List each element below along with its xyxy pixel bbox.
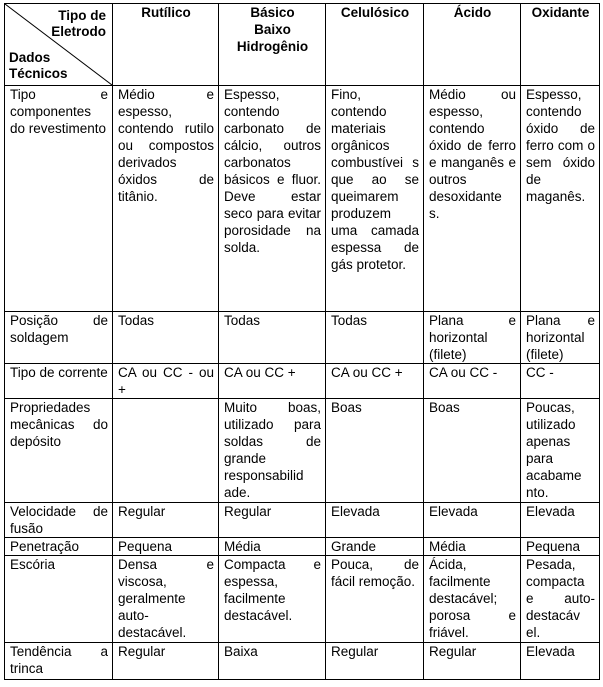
row-header: Tendência a trinca xyxy=(5,643,113,680)
electrode-table-container xyxy=(4,3,600,680)
table-cell: Todas xyxy=(219,312,326,364)
table-row-revestimento xyxy=(5,86,600,312)
column-header-line: Rutílico xyxy=(141,5,191,20)
column-header-rutilico xyxy=(113,4,219,86)
table-cell: Elevada xyxy=(521,643,600,680)
table-cell: Elevada xyxy=(424,503,521,538)
table-cell: Todas xyxy=(113,312,219,364)
table-cell: Regular xyxy=(113,643,219,680)
table-cell: Médio ou espesso, contendo óxido de ferro e manganês e outros desoxidante s. xyxy=(424,86,521,312)
row-header: Posição de soldagem xyxy=(5,312,113,364)
table-row-penetracao xyxy=(5,538,600,556)
column-header-celulosico xyxy=(326,4,424,86)
table-cell: Elevada xyxy=(326,503,424,538)
corner-bottom-label xyxy=(9,50,68,82)
column-header-oxidante xyxy=(521,4,600,86)
table-row-propriedades xyxy=(5,399,600,503)
table-row-velocidade xyxy=(5,503,600,538)
column-header-line: Celulósico xyxy=(340,5,410,20)
table-cell: CA ou CC + xyxy=(219,364,326,399)
table-cell: Grande xyxy=(326,538,424,556)
table-cell: Plana e horizontal (filete) xyxy=(521,312,600,364)
table-cell: Poucas, utilizado apenas para acabame nto. xyxy=(521,399,600,503)
column-header-line: Hidrogênio xyxy=(236,39,309,54)
table-cell: Pequena xyxy=(113,538,219,556)
corner-bottom-line: Técnicos xyxy=(9,66,68,81)
table-cell: Espesso, contendo óxido de ferro com o sem óxido de maganês. xyxy=(521,86,600,312)
table-cell: Regular xyxy=(219,503,326,538)
row-header: Escória xyxy=(5,556,113,643)
table-cell xyxy=(113,399,219,503)
table-cell: CA ou CC + xyxy=(326,364,424,399)
table-cell: Muito boas, utilizado para soldas de grande responsabilid ade. xyxy=(219,399,326,503)
table-cell: Ácida, facilmente destacável; porosa e friável. xyxy=(424,556,521,643)
column-header-line: Ácido xyxy=(453,5,492,20)
table-cell: Densa e viscosa, geralmente auto-destacável. xyxy=(113,556,219,643)
header-row xyxy=(5,4,600,86)
electrode-comparison-table xyxy=(4,3,600,680)
table-cell: Regular xyxy=(326,643,424,680)
column-header-line: Básico xyxy=(250,5,295,20)
corner-header-cell xyxy=(5,4,113,86)
table-cell: Elevada xyxy=(521,503,600,538)
table-cell: Regular xyxy=(424,643,521,680)
table-cell: Pouca, de fácil remoção. xyxy=(326,556,424,643)
table-cell: Boas xyxy=(326,399,424,503)
corner-top-label xyxy=(51,8,106,40)
table-cell: Fino, contendo materiais orgânicos combustívei s que ao se queimarem produzem uma camada espessa de gás protetor. xyxy=(326,86,424,312)
row-header: Propriedades mecânicas do depósito xyxy=(5,399,113,503)
row-header: Velocidade de fusão xyxy=(5,503,113,538)
table-row-posicao xyxy=(5,312,600,364)
table-cell: CA ou CC - xyxy=(424,364,521,399)
column-header-basico xyxy=(219,4,326,86)
table-cell: Plana e horizontal (filete) xyxy=(424,312,521,364)
table-row-corrente xyxy=(5,364,600,399)
table-cell: Baixa xyxy=(219,643,326,680)
corner-top-line: Eletrodo xyxy=(51,24,106,39)
row-header: Tipo e componentes do revestimento xyxy=(5,86,113,312)
table-row-trinca xyxy=(5,643,600,680)
column-header-line: Oxidante xyxy=(531,5,590,20)
column-header-line: Baixo xyxy=(254,22,291,37)
table-cell: Médio e espesso, contendo rutilo ou compostos derivados óxidos de titânio. xyxy=(113,86,219,312)
table-cell: Todas xyxy=(326,312,424,364)
table-cell: Média xyxy=(219,538,326,556)
table-cell: Média xyxy=(424,538,521,556)
row-header: Tipo de corrente xyxy=(5,364,113,399)
corner-bottom-line: Dados xyxy=(9,50,51,65)
table-cell: Espesso, contendo carbonato de cálcio, outros carbonatos básicos e fluor. Deve estar seco para evitar porosidade na solda. xyxy=(219,86,326,312)
table-cell: Pequena xyxy=(521,538,600,556)
corner-top-line: Tipo de xyxy=(58,8,106,23)
table-cell: Regular xyxy=(113,503,219,538)
table-cell: Boas xyxy=(424,399,521,503)
table-cell: Compacta e espessa, facilmente destacável. xyxy=(219,556,326,643)
table-cell: CC - xyxy=(521,364,600,399)
column-header-acido xyxy=(424,4,521,86)
table-cell: CA ou CC - ou + xyxy=(113,364,219,399)
table-cell: Pesada, compacta e auto-destacáv el. xyxy=(521,556,600,643)
table-row-escoria xyxy=(5,556,600,643)
row-header: Penetração xyxy=(5,538,113,556)
